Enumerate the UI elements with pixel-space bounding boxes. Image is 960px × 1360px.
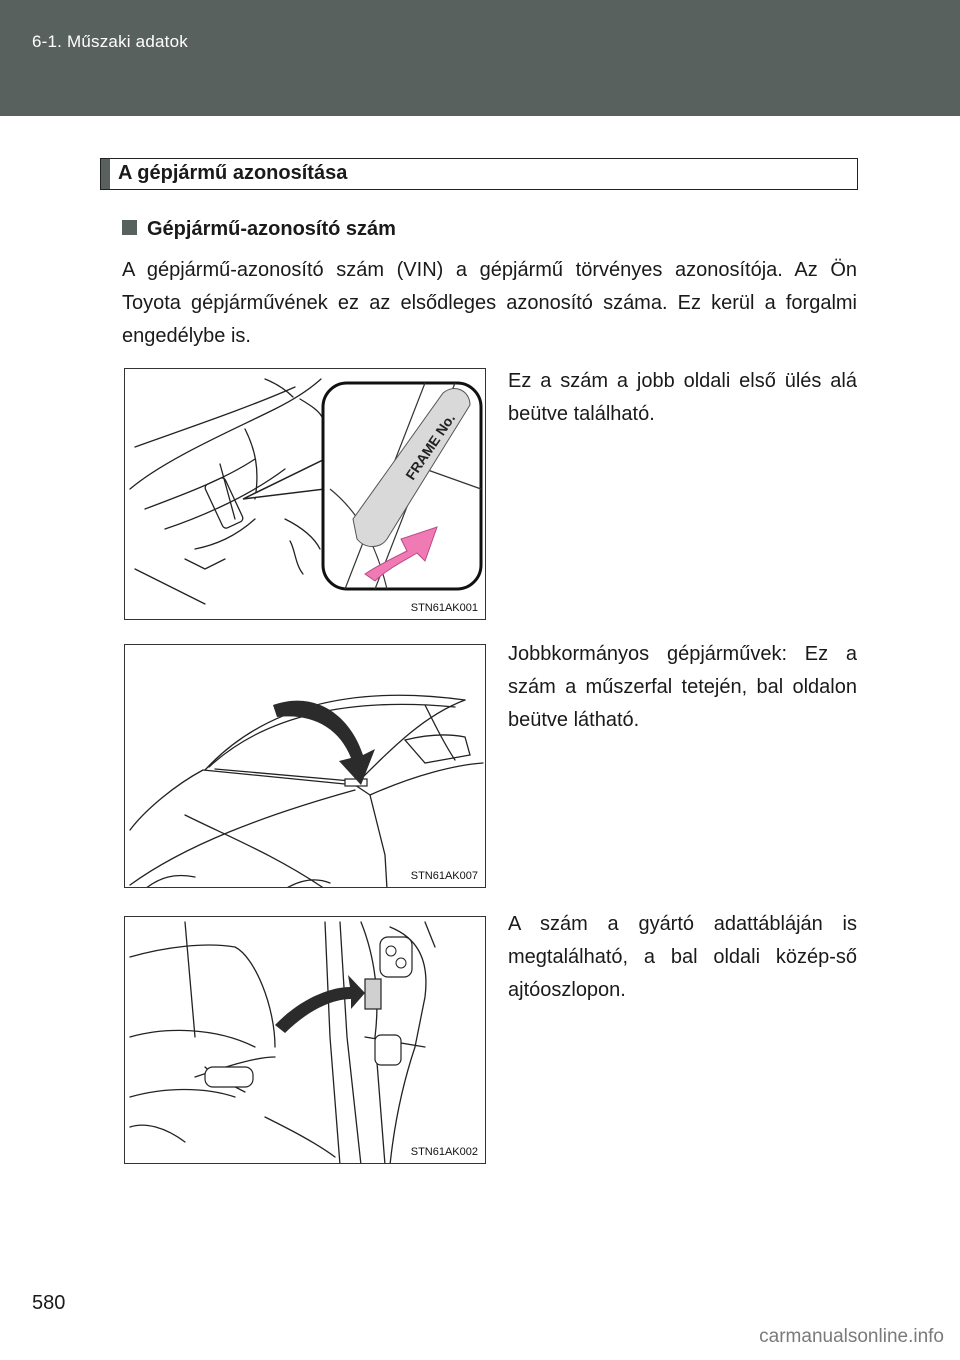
page-number: 580	[32, 1292, 66, 1314]
subheading-text: Gépjármű-azonosító szám	[147, 218, 396, 240]
figure-door-pillar-plate	[124, 916, 486, 1164]
subheading	[122, 218, 396, 241]
section-label: 6-1. Műszaki adatok	[32, 32, 188, 51]
figure-seat-frame-number	[124, 368, 486, 620]
figure-code: STN61AK001	[410, 602, 478, 614]
car-front-illustration	[125, 645, 486, 888]
watermark: carmanualsonline.info	[759, 1326, 944, 1347]
figure-dashboard-vin	[124, 644, 486, 888]
page-header	[0, 0, 960, 116]
seat-illustration	[125, 369, 486, 620]
intro-paragraph: A gépjármű-azonosító szám (VIN) a gépjármű törvényes azonosítója. Az Ön Toyota gépjárművének ez az elsődleges azonosító száma. Ez kerül a forgalmi engedélybe is.	[122, 259, 857, 347]
door-pillar-illustration	[125, 917, 486, 1164]
section-title-box	[100, 158, 858, 190]
section-title-accent	[101, 159, 110, 189]
square-bullet-icon	[122, 220, 137, 235]
figure-code: STN61AK007	[410, 870, 478, 882]
figure-code: STN61AK002	[410, 1146, 478, 1158]
figure-caption: A szám a gyártó adattábláján is megtalálható, a bal oldali közép-ső ajtóoszlopon.	[508, 913, 857, 1001]
figure-caption: Ez a szám a jobb oldali első ülés alá beütve található.	[508, 370, 857, 425]
section-title: A gépjármű azonosítása	[118, 162, 348, 184]
frame-number-label: FRAME No.	[402, 410, 459, 483]
figure-caption: Jobbkormányos gépjárművek: Ez a szám a műszerfal tetején, bal oldalon beütve látható.	[508, 643, 857, 731]
